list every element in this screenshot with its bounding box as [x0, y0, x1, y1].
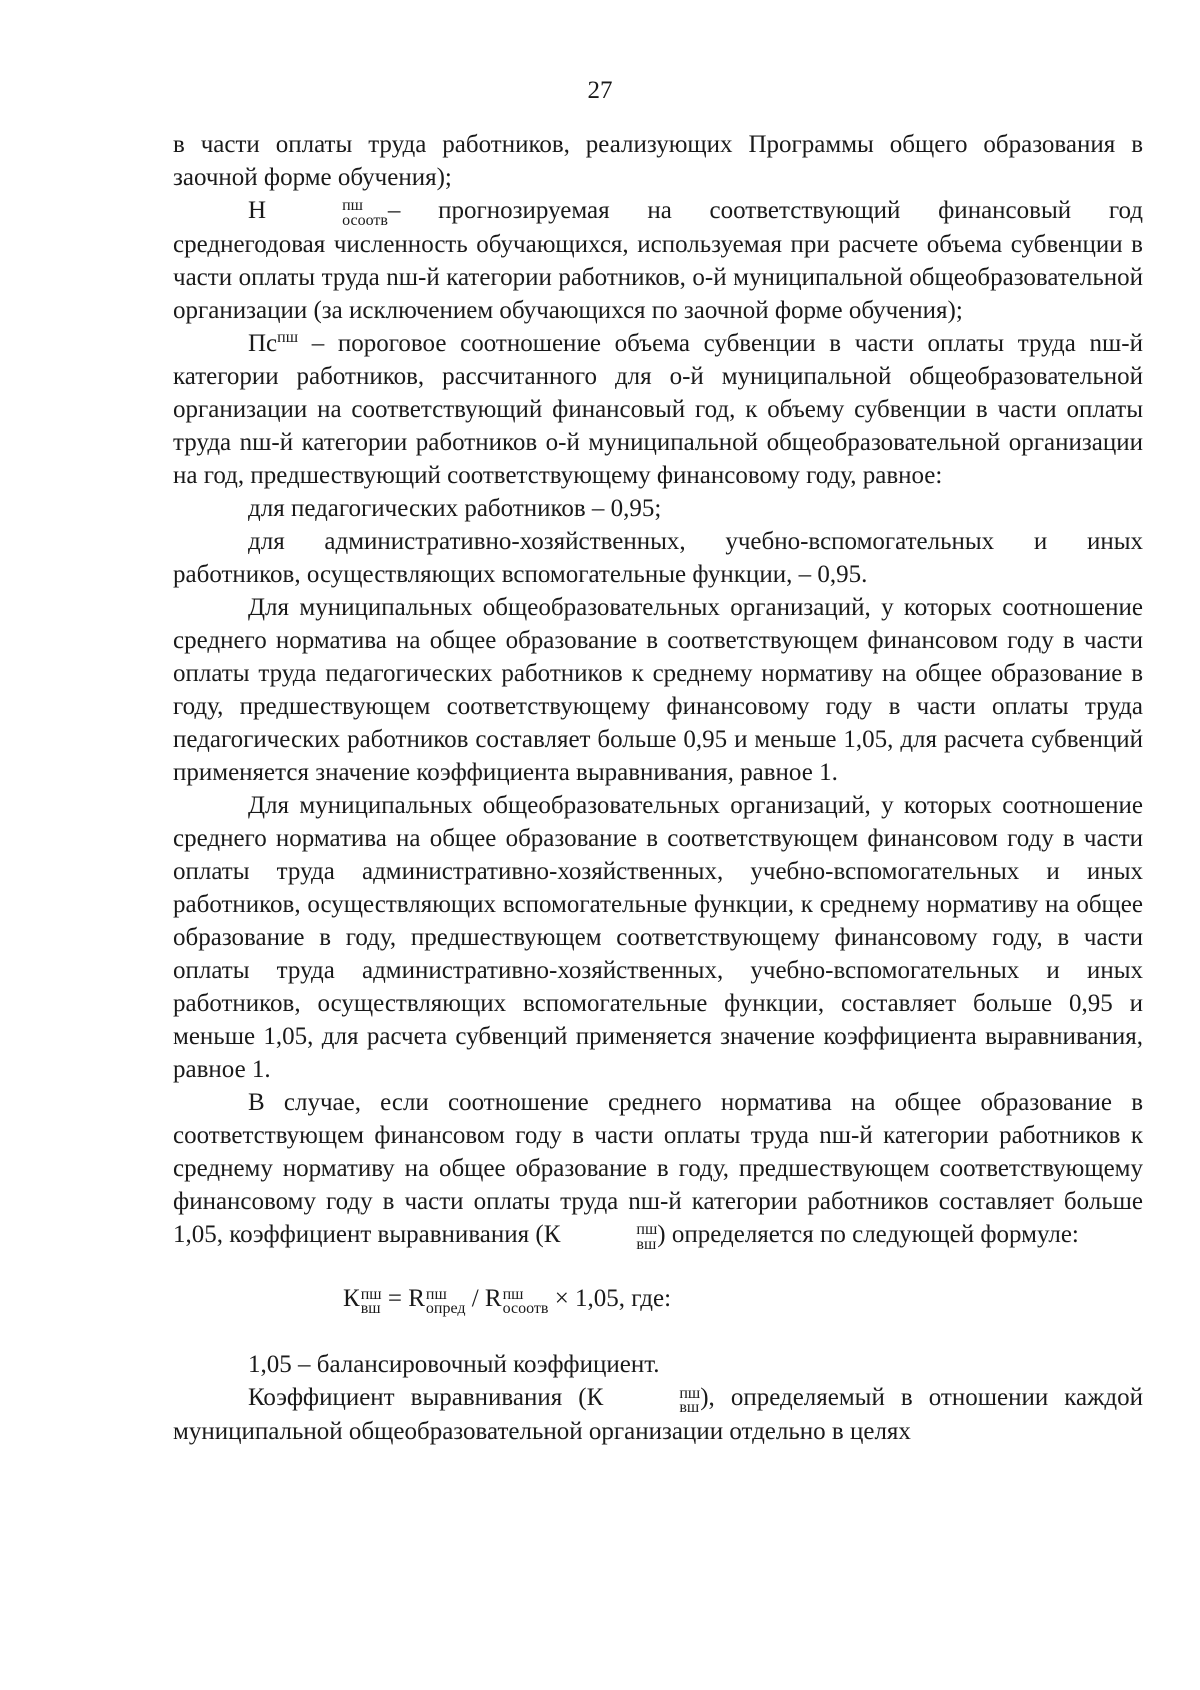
symbol-k-vsh: К пш вш [543, 1221, 658, 1253]
paragraph-balancing: 1,05 – балансировочный коэффициент. [248, 1351, 660, 1379]
paragraph-pedagogical: для педагогических работников – 0,95; [248, 495, 662, 523]
paragraph-administrative-ratio: Для муниципальных общеобразовательных организаций, у которых соотношение среднего норматива на общее образование в соответствующем финансовом году в части оплаты труда административно-хозяйственных, учебно-вспомогательных и иных работников, осуществляющих вспомогательные функции, к среднему нормативу на общее образование в году, предшествующем соответствующему финансовому году, в части оплаты труда административно-хозяйственных, учебно-вспомогательных и иных работников, осуществляющих вспомогательные функции, составляет больше 0,95 и меньше 1,05, для расчета субвенций применяется значение коэффициента выравнивания, равное 1. [173, 792, 1143, 1084]
formula: К пш вш = R пш опред / R пш осоотв × 1,05, где: [343, 1285, 672, 1317]
paragraph-administrative: для административно-хозяйственных, учебно-вспомогательных и иных работников, осуществляющих вспомогательные функции, – 0,95. [173, 528, 1143, 589]
paragraph-pedagogical-ratio: Для муниципальных общеобразовательных организаций, у которых соотношение среднего норматива на общее образование в соответствующем финансовом году в части оплаты труда педагогических работников к среднему нормативу на общее образование в году, предшествующем соответствующему финансовому году в части оплаты труда педагогических работников составляет больше 0,95 и меньше 1,05, для расчета субвенций применяется значение коэффициента выравнивания, равное 1. [173, 594, 1143, 787]
page-number: 27 [587, 77, 613, 104]
paragraph-coefficient: Коэффициент выравнивания (К пш вш ), определяемый в отношении каждой муниципальной общеобразовательной организации отдельно в целях [173, 1384, 1143, 1446]
paragraph-definition-pc [173, 327, 1143, 492]
paragraph-case: В случае, если соотношение среднего норматива на общее образование в соответствующем финансовом году в части оплаты труда nш-й категории работников к среднему нормативу на общее образование в году, предшествующем соответствующему финансовому году в части оплаты труда nш-й категории работников составляет больше 1,05, коэффициент выравнивания (К пш вш ) определяется по следующей формуле: [173, 1089, 1143, 1253]
definition-pc-text: – пороговое соотношение объема субвенции в части оплаты труда nш-й категории работников, рассчитанного для о-й муниципальной общеобразовательной организации на соответствующий финансовый год, к объему субвенции в части оплаты труда nш-й категории работников о-й муниципальной общеобразовательной организации на год, предшествующий соответствующему финансовому году, равное: [173, 330, 1143, 490]
paragraph-1: в части оплаты труда работников, реализующих Программы общего образования в заочной форме обучения); [173, 131, 1143, 191]
symbol-k-vsh-2: К пш вш [586, 1384, 701, 1417]
symbol-pc: $Пс^{пш}$ [248, 329, 299, 358]
document-body [173, 128, 1143, 1448]
paragraph-definition-n [173, 194, 1143, 327]
definition-n-text: прогнозируемая на соответствующий финансовый год среднегодовая численность обучающихся, используемая при расчете объема субвенции в части оплаты труда nш-й категории работников, о-й муниципальной общеобразовательной организации (за исключением обучающихся по заочной форме обучения); [173, 197, 1143, 325]
symbol-n-osootv: Н пш осоотв – [248, 197, 401, 229]
